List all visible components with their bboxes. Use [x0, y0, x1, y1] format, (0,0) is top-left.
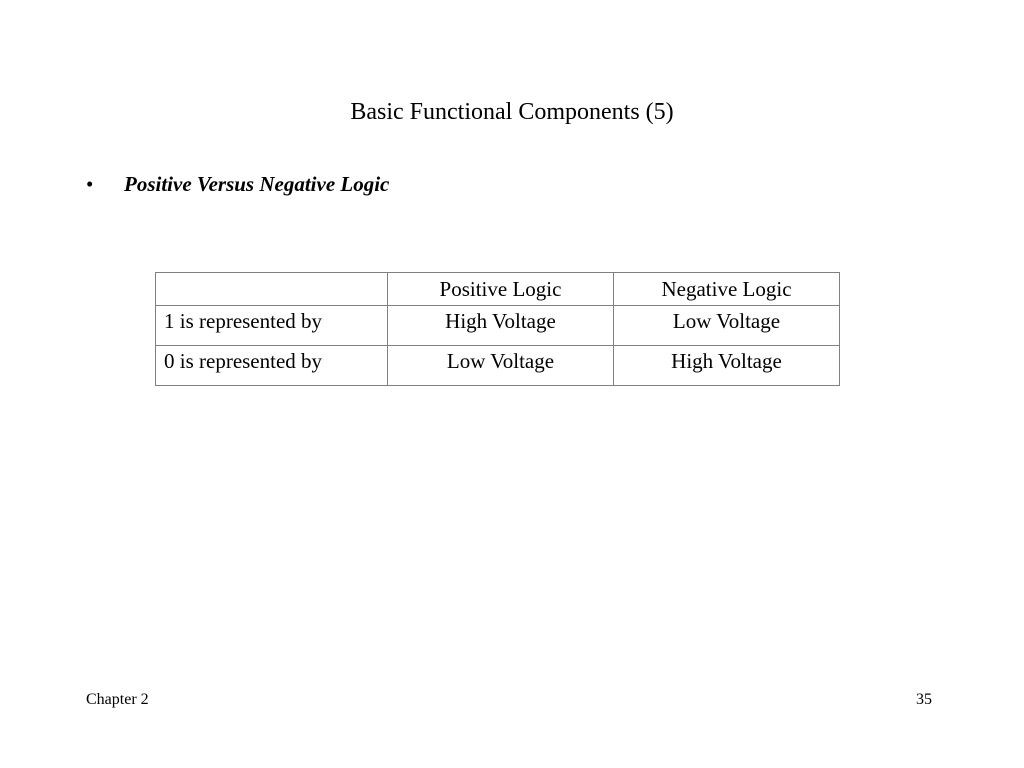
- table-cell: High Voltage: [388, 306, 614, 346]
- table-header-cell-negative: Negative Logic: [614, 273, 840, 306]
- table-header-cell-positive: Positive Logic: [388, 273, 614, 306]
- bullet-text: Positive Versus Negative Logic: [124, 172, 390, 196]
- logic-table: [155, 272, 840, 386]
- table-row: [156, 306, 840, 346]
- table-cell: Low Voltage: [388, 346, 614, 386]
- table-row-label: 0 is represented by: [156, 346, 388, 386]
- table-row-label: 1 is represented by: [156, 306, 388, 346]
- slide-title: Basic Functional Components (5): [350, 99, 674, 125]
- table-row: [156, 346, 840, 386]
- footer-page-number: 35: [916, 691, 932, 708]
- table-cell: Low Voltage: [614, 306, 840, 346]
- bullet-item: [86, 170, 389, 198]
- table-cell: High Voltage: [614, 346, 840, 386]
- bullet-icon: •: [86, 172, 94, 196]
- table-header-row: [156, 273, 840, 306]
- footer-chapter: Chapter 2: [86, 691, 149, 708]
- table-header-cell-empty: [156, 273, 388, 306]
